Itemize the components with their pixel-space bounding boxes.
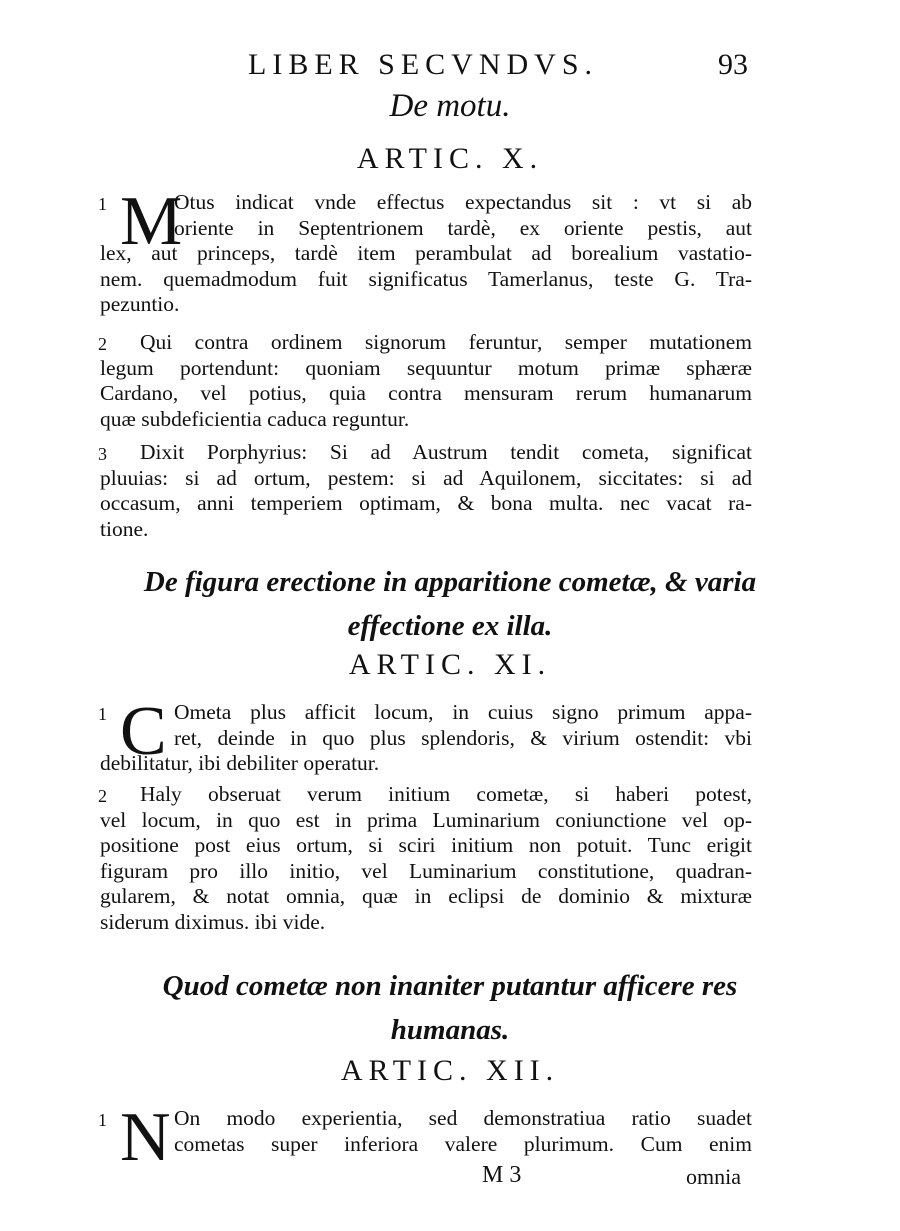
paragraph-number: 1	[98, 194, 107, 214]
paragraph-number: 3	[98, 444, 107, 464]
text-line: siderum diximus. ibi vide.	[100, 909, 326, 934]
paragraph-x-1	[98, 183, 752, 318]
text-line: gularem, & notat omnia, quæ in eclipsi de dominio & mixturæ	[100, 884, 752, 908]
text-line: positione post eius ortum, si sciri initium non potuit. Tunc erigit	[100, 833, 752, 857]
text-line: oriente in Septentrionem tardè, ex oriente pestis, aut	[174, 215, 752, 240]
heading-line: humanas.	[390, 1014, 510, 1046]
catchword: omnia	[686, 1164, 741, 1189]
text-line: Qui contra ordinem signorum feruntur, semper mutationem	[140, 330, 752, 354]
signature-mark: M 3	[482, 1162, 522, 1188]
paragraph-number: 2	[98, 334, 107, 354]
article-heading-x: ARTIC. X.	[356, 142, 544, 175]
text-line: Dixit Porphyrius: Si ad Austrum tendit cometa, significat	[140, 440, 752, 464]
section-heading-xi	[100, 560, 800, 648]
text-line: Haly obseruat verum initium cometæ, si haberi potest,	[140, 782, 752, 806]
text-line: debilitatur, ibi debiliter operatur.	[100, 751, 380, 775]
paragraph-xi-1	[98, 693, 752, 777]
running-title: LIBER SECVNDVS.	[248, 48, 599, 81]
paragraph-number: 1	[98, 704, 107, 724]
text-line: lex, aut princeps, tardè item perambulat ad borealium vastatio-	[100, 241, 752, 265]
paragraph-number: 1	[98, 1110, 107, 1130]
paragraph-xi-2	[100, 782, 752, 935]
section-subtitle: De motu.	[389, 88, 511, 124]
text-line: pluuias: si ad ortum, pestem: si ad Aquilonem, siccitates: si ad	[100, 465, 752, 490]
section-heading-xii	[100, 964, 800, 1052]
text-line: tione.	[100, 516, 149, 541]
text-line: figuram pro illo initio, vel Luminarium constitutione, quadran-	[100, 858, 752, 883]
text-line: Otus indicat vnde effectus expectandus sit : vt si ab	[174, 190, 752, 214]
text-line: vel locum, in quo est in prima Luminarium coniunctione vel op-	[100, 807, 752, 832]
text-line: Cardano, vel potius, quia contra mensuram rerum humanarum	[100, 381, 752, 405]
text-line: cometas super inferiora valere plurimum. Cum enim	[174, 1131, 752, 1156]
text-line: On modo experientia, sed demonstratiua ratio suadet	[174, 1106, 752, 1130]
text-line: quæ subdeficientia caduca reguntur.	[100, 406, 410, 431]
drop-cap: C	[120, 693, 167, 770]
text-line: pezuntio.	[100, 292, 180, 316]
paragraph-number: 2	[98, 786, 107, 806]
paragraph-x-2	[100, 330, 752, 432]
page-number: 93	[718, 48, 748, 81]
text-line: ret, deinde in quo plus splendoris, & virium ostendit: vbi	[174, 725, 752, 750]
text-line: nem. quemadmodum fuit significatus Tamerlanus, teste G. Tra-	[100, 266, 752, 291]
article-heading-xi: ARTIC. XI.	[348, 648, 552, 681]
drop-cap: N	[120, 1099, 171, 1176]
text-line: Ometa plus afficit locum, in cuius signo primum appa-	[174, 700, 752, 724]
heading-line: De figura erectione in apparitione cometæ, & varia	[143, 566, 757, 598]
text-line: legum portendunt: quoniam sequuntur motum primæ sphæræ	[100, 355, 752, 380]
running-head	[0, 48, 900, 88]
heading-line: Quod cometæ non inaniter putantur afficere res	[162, 970, 738, 1002]
drop-cap: M	[120, 183, 183, 260]
article-heading-xii: ARTIC. XII.	[340, 1054, 560, 1087]
paragraph-x-3	[100, 440, 752, 542]
heading-line: effectione ex illa.	[347, 610, 553, 642]
text-line: occasum, anni temperiem optimam, & bona multa. nec vacat ra-	[100, 491, 752, 515]
